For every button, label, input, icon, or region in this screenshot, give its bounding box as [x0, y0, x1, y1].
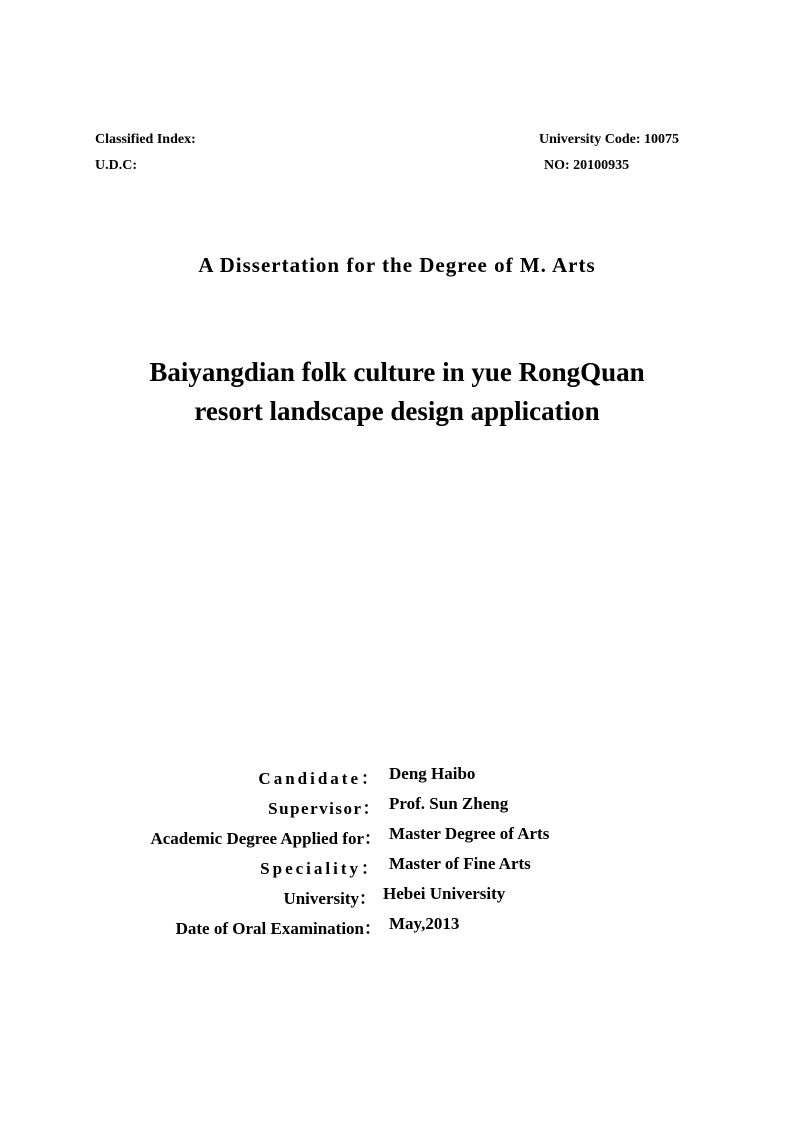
student-number: NO: 20100935: [544, 158, 630, 173]
degree-applied-value: Master Degree of Arts: [389, 824, 550, 843]
degree-applied-label: Academic Degree Applied for：: [150, 829, 381, 848]
candidate-label: Candidate：: [258, 769, 381, 788]
university-value: Hebei University: [383, 884, 506, 903]
info-row-degree: [0, 824, 794, 854]
oral-exam-date-value: May,2013: [389, 914, 460, 933]
info-row-speciality: [0, 854, 794, 884]
university-code: University Code: 10075: [539, 132, 679, 147]
info-row-candidate: [0, 764, 794, 794]
candidate-value: Deng Haibo: [389, 764, 476, 783]
degree-title: A Dissertation for the Degree of M. Arts: [198, 253, 596, 277]
speciality-value: Master of Fine Arts: [389, 854, 531, 873]
udc-label: U.D.C:: [95, 158, 137, 173]
candidate-info: [0, 764, 794, 944]
info-row-supervisor: [0, 794, 794, 824]
info-row-university: [0, 884, 794, 914]
speciality-label: Speciality：: [260, 859, 381, 878]
thesis-title-line-2: resort landscape design application: [194, 396, 600, 426]
oral-exam-date-label: Date of Oral Examination：: [175, 919, 381, 938]
thesis-title-line-1: Baiyangdian folk culture in yue RongQuan: [149, 357, 645, 387]
supervisor-label: Supervisor：: [268, 799, 381, 818]
thesis-title: [0, 353, 794, 431]
info-row-oral-exam: [0, 914, 794, 944]
university-label: University：: [283, 889, 376, 908]
classified-index-label: Classified Index:: [95, 132, 196, 147]
supervisor-value: Prof. Sun Zheng: [389, 794, 509, 813]
